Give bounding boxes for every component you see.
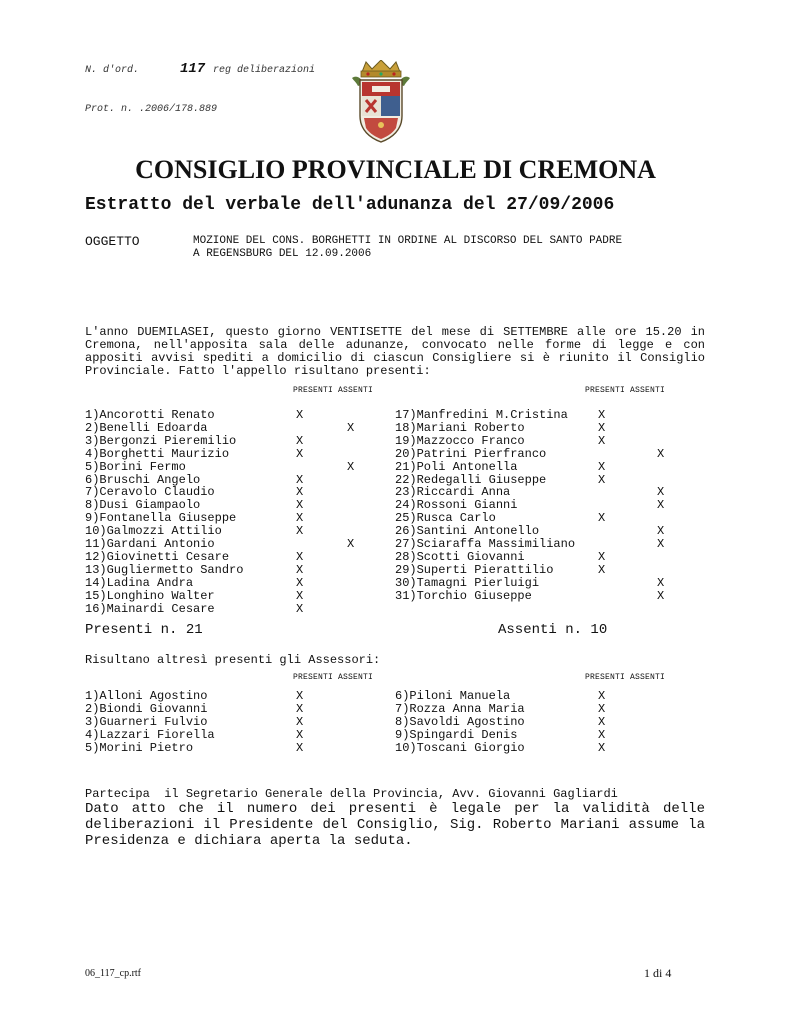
councillors-col-header-right: PRESENTI ASSENTI bbox=[585, 386, 666, 395]
councillor-row: 14)Ladina Andra bbox=[85, 575, 194, 590]
presente-mark: X bbox=[598, 420, 606, 435]
councillor-row: 3)Bergonzi Pieremilio bbox=[85, 433, 237, 448]
presenti-total: Presenti n. 21 bbox=[85, 622, 203, 638]
councillor-row: 8)Dusi Giampaolo bbox=[85, 498, 201, 513]
footer-page-number: 1 di 4 bbox=[644, 966, 672, 980]
councillor-row: 13)Gugliermetto Sandro bbox=[85, 562, 244, 577]
assente-mark: X bbox=[657, 498, 665, 513]
closing-paragraph: Dato atto che il numero dei presenti è legale per la validità delle deliberazioni il Presidente del Consiglio, Sig. Roberto Mariani assume la Presidenza e dichiara aperta la seduta. bbox=[85, 801, 705, 849]
assente-mark: X bbox=[657, 446, 665, 461]
presente-mark: X bbox=[296, 485, 304, 500]
assessore-row: 1)Alloni Agostino bbox=[85, 689, 208, 703]
assessore-row: 5)Morini Pietro bbox=[85, 740, 194, 755]
segretario-line: Partecipa il Segretario Generale della Provincia, Avv. Giovanni Gagliardi bbox=[85, 787, 618, 801]
presente-mark: X bbox=[296, 727, 304, 742]
assente-mark: X bbox=[657, 485, 665, 500]
councillor-row: 29)Superti Pierattilio bbox=[395, 562, 554, 577]
councillor-row: 7)Ceravolo Claudio bbox=[85, 485, 215, 500]
assessore-row: 3)Guarneri Fulvio bbox=[85, 714, 208, 729]
presente-mark: X bbox=[598, 549, 606, 564]
oggetto-line-1: MOZIONE DEL CONS. BORGHETTI IN ORDINE AL DISCORSO DEL SANTO PADRE bbox=[193, 235, 623, 247]
oggetto-line-2: A REGENSBURG DEL 12.09.2006 bbox=[193, 248, 372, 260]
presente-mark: X bbox=[296, 601, 304, 616]
assente-mark: X bbox=[347, 459, 355, 474]
presente-mark: X bbox=[296, 740, 304, 755]
page-subtitle: Estratto del verbale dell'adunanza del 27/09/2006 bbox=[85, 195, 615, 215]
footer-filename: 06_117_cp.rtf bbox=[85, 968, 142, 979]
councillor-row: 15)Longhino Walter bbox=[85, 588, 215, 603]
councillor-row: 20)Patrini Pierfranco bbox=[395, 446, 547, 461]
councillor-row: 19)Mazzocco Franco bbox=[395, 433, 525, 448]
councillor-row: 16)Mainardi Cesare bbox=[85, 601, 215, 616]
presente-mark: X bbox=[598, 689, 606, 703]
assessore-row: 2)Biondi Giovanni bbox=[85, 701, 208, 716]
councillor-row: 27)Sciaraffa Massimiliano bbox=[395, 537, 576, 551]
councillor-row: 5)Borini Fermo bbox=[85, 459, 186, 474]
presente-mark: X bbox=[598, 562, 606, 577]
councillor-row: 24)Rossoni Gianni bbox=[395, 498, 518, 513]
oggetto-label: OGGETTO bbox=[85, 234, 140, 249]
presente-mark: X bbox=[598, 472, 606, 487]
assessore-row: 6)Piloni Manuela bbox=[395, 689, 511, 703]
councillor-row: 25)Rusca Carlo bbox=[395, 511, 496, 526]
presente-mark: X bbox=[296, 575, 304, 590]
councillor-row: 18)Mariani Roberto bbox=[395, 420, 525, 435]
presente-mark: X bbox=[598, 701, 606, 716]
presente-mark: X bbox=[598, 511, 606, 526]
councillor-row: 9)Fontanella Giuseppe bbox=[85, 511, 237, 526]
assente-mark: X bbox=[657, 588, 665, 603]
assente-mark: X bbox=[347, 537, 355, 551]
councillor-row: 6)Bruschi Angelo bbox=[85, 472, 201, 487]
assente-mark: X bbox=[347, 420, 355, 435]
presente-mark: X bbox=[296, 472, 304, 487]
assente-mark: X bbox=[657, 575, 665, 590]
councillor-row: 21)Poli Antonella bbox=[395, 459, 518, 474]
presente-mark: X bbox=[296, 446, 304, 461]
presente-mark: X bbox=[598, 714, 606, 729]
reg-label: reg deliberazioni bbox=[213, 65, 316, 76]
assessore-row: 7)Rozza Anna Maria bbox=[395, 701, 525, 716]
intro-paragraph: L'anno DUEMILASEI, questo giorno VENTISETTE del mese di SETTEMBRE alle ore 15.20 in Cremona, nell'apposita sala delle adunanze, convocato nelle forme di legge e con appositi avvisi spediti a domicilio di ciascun Consigliere si è riunito il Consiglio Provinciale. Fatto l'appello risultano presenti: bbox=[85, 325, 705, 378]
councillor-row: 31)Torchio Giuseppe bbox=[395, 588, 532, 603]
presente-mark: X bbox=[296, 408, 304, 422]
nord-number: 117 bbox=[180, 61, 206, 77]
coat-of-arms-logo bbox=[340, 42, 406, 126]
presente-mark: X bbox=[296, 524, 304, 539]
assessore-row: 4)Lazzari Fiorella bbox=[85, 727, 215, 742]
presente-mark: X bbox=[296, 562, 304, 577]
presente-mark: X bbox=[296, 511, 304, 526]
assessore-row: 9)Spingardi Denis bbox=[395, 727, 518, 742]
presente-mark: X bbox=[598, 408, 606, 422]
councillors-col-header-left: PRESENTI ASSENTI bbox=[293, 386, 374, 395]
councillor-row: 17)Manfredini M.Cristina bbox=[395, 408, 568, 422]
councillor-row: 1)Ancorotti Renato bbox=[85, 408, 215, 422]
councillor-row: 2)Benelli Edoarda bbox=[85, 420, 208, 435]
councillor-row: 12)Giovinetti Cesare bbox=[85, 549, 230, 564]
presente-mark: X bbox=[598, 433, 606, 448]
assessori-col-header-left: PRESENTI ASSENTI bbox=[293, 673, 374, 682]
presente-mark: X bbox=[296, 498, 304, 513]
presente-mark: X bbox=[296, 549, 304, 564]
presente-mark: X bbox=[598, 727, 606, 742]
councillor-row: 10)Galmozzi Attilio bbox=[85, 524, 222, 539]
assente-mark: X bbox=[657, 537, 665, 551]
councillor-row: 23)Riccardi Anna bbox=[395, 485, 511, 500]
prot-label: Prot. n. .2006/178.889 bbox=[85, 104, 218, 115]
assessore-row: 10)Toscani Giorgio bbox=[395, 740, 525, 755]
councillor-row: 30)Tamagni Pierluigi bbox=[395, 575, 540, 590]
assessore-row: 8)Savoldi Agostino bbox=[395, 714, 525, 729]
councillor-row: 11)Gardani Antonio bbox=[85, 537, 215, 551]
presente-mark: X bbox=[296, 689, 304, 703]
councillor-row: 26)Santini Antonello bbox=[395, 524, 540, 539]
councillor-row: 28)Scotti Giovanni bbox=[395, 549, 525, 564]
assenti-total: Assenti n. 10 bbox=[498, 622, 608, 638]
presente-mark: X bbox=[598, 740, 606, 755]
page-title: CONSIGLIO PROVINCIALE DI CREMONA bbox=[135, 155, 656, 184]
councillor-row: 22)Redegalli Giuseppe bbox=[395, 472, 547, 487]
presente-mark: X bbox=[296, 433, 304, 448]
presente-mark: X bbox=[296, 588, 304, 603]
councillor-row: 4)Borghetti Maurizio bbox=[85, 446, 230, 461]
assente-mark: X bbox=[657, 524, 665, 539]
presente-mark: X bbox=[598, 459, 606, 474]
assessori-col-header-right: PRESENTI ASSENTI bbox=[585, 673, 666, 682]
assessori-intro: Risultano altresì presenti gli Assessori: bbox=[85, 653, 381, 667]
presente-mark: X bbox=[296, 714, 304, 729]
nord-label: N. d'ord. bbox=[85, 65, 140, 76]
presente-mark: X bbox=[296, 701, 304, 716]
